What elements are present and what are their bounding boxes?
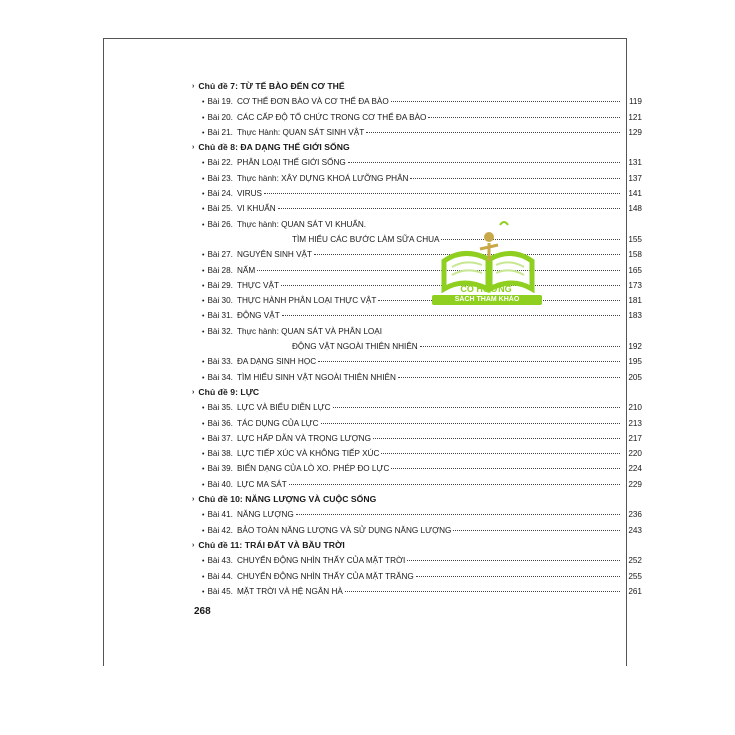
bullet-icon: •	[202, 313, 205, 321]
toc-entry	[192, 584, 642, 599]
lesson-page-number: 129	[628, 127, 642, 137]
toc-entry	[192, 278, 642, 293]
bullet-icon: •	[202, 206, 205, 214]
toc-chapter-heading	[192, 492, 642, 507]
dot-leader	[420, 346, 620, 347]
lesson-number: Bài 37.	[207, 433, 233, 443]
lesson-title: NẤM	[236, 265, 256, 275]
lesson-number: Bài 33.	[207, 357, 233, 367]
lesson-page-number: 252	[628, 556, 642, 566]
toc-entry	[192, 247, 642, 262]
lesson-number: Bài 35.	[207, 403, 233, 413]
lesson-page-number: 243	[628, 525, 642, 535]
bullet-icon: •	[202, 527, 205, 535]
dot-leader	[345, 591, 620, 592]
lesson-page-number: 148	[628, 204, 642, 214]
lesson-number: Bài 30.	[207, 296, 233, 306]
toc-entry	[192, 263, 642, 278]
chevron-right-icon: ›	[192, 496, 195, 504]
lesson-page-number: 141	[628, 189, 642, 199]
dot-leader	[407, 560, 620, 561]
toc-entry	[192, 308, 642, 323]
page-number: 268	[194, 606, 211, 617]
lesson-page-number: 213	[628, 418, 642, 428]
lesson-title: LỰC VÀ BIỂU DIỄN LỰC	[236, 403, 331, 413]
dot-leader	[264, 193, 620, 194]
toc-entry	[192, 370, 642, 385]
lesson-number: Bài 22.	[207, 158, 233, 168]
toc-chapter-heading	[192, 79, 642, 94]
dot-leader	[416, 576, 620, 577]
lesson-number: Bài 43.	[207, 556, 233, 566]
lesson-number: Bài 38.	[207, 449, 233, 459]
toc-entry	[192, 446, 642, 461]
bullet-icon: •	[202, 99, 205, 107]
lesson-number: Bài 23.	[207, 173, 233, 183]
dot-leader	[381, 453, 620, 454]
bullet-icon: •	[202, 558, 205, 566]
dot-leader	[282, 315, 620, 316]
dot-leader	[321, 423, 620, 424]
lesson-page-number: 217	[628, 433, 642, 443]
lesson-number: Bài 42.	[207, 525, 233, 535]
lesson-page-number: 236	[628, 510, 642, 520]
toc-chapter-heading	[192, 385, 642, 400]
bullet-icon: •	[202, 328, 205, 336]
dot-leader	[333, 407, 620, 408]
bullet-icon: •	[202, 298, 205, 306]
lesson-number: Bài 45.	[207, 586, 233, 596]
toc-entry	[192, 186, 642, 201]
lesson-title: PHÂN LOẠI THẾ GIỚI SỐNG	[236, 158, 346, 168]
toc-entry	[192, 155, 642, 170]
lesson-number: Bài 21.	[207, 127, 233, 137]
bullet-icon: •	[202, 191, 205, 199]
dot-leader	[296, 514, 620, 515]
lesson-number: Bài 44.	[207, 571, 233, 581]
lesson-number: Bài 39.	[207, 464, 233, 474]
toc-entry	[192, 110, 642, 125]
toc-entry	[192, 217, 642, 232]
lesson-page-number: 183	[628, 311, 642, 321]
toc-entry	[192, 553, 642, 568]
bullet-icon: •	[202, 573, 205, 581]
dot-leader	[373, 438, 620, 439]
chapter-label: Chủ đề 10: NĂNG LƯỢNG VÀ CUỘC SỐNG	[198, 494, 377, 505]
bullet-icon: •	[202, 481, 205, 489]
chapter-label: Chủ đề 9: LỰC	[198, 386, 260, 397]
lesson-page-number: 119	[628, 97, 642, 107]
lesson-title: Thực hành: QUAN SÁT VÀ PHÂN LOẠI	[236, 326, 382, 336]
lesson-title: Thực hành: QUAN SÁT VI KHUẨN.	[236, 219, 367, 229]
dot-leader	[318, 361, 620, 362]
lesson-title: TÌM HIỂU CÁC BƯỚC LÀM SỮA CHUA	[292, 234, 440, 244]
dot-leader	[366, 132, 620, 133]
lesson-title: CHUYỂN ĐỘNG NHÌN THẤY CỦA MẶT TRỜI	[236, 556, 406, 566]
toc-entry	[192, 477, 642, 492]
toc-entry	[192, 354, 642, 369]
watermark-subtitle: SÁCH THAM KHẢO	[432, 295, 542, 305]
lesson-title: TÌM HIỂU SINH VẬT NGOÀI THIÊN NHIÊN	[236, 372, 396, 382]
lesson-number: Bài 26.	[207, 219, 233, 229]
bullet-icon: •	[202, 221, 205, 229]
bullet-icon: •	[202, 114, 205, 122]
chevron-right-icon: ›	[192, 144, 195, 152]
chevron-right-icon: ›	[192, 388, 195, 396]
lesson-number: Bài 34.	[207, 372, 233, 382]
toc-entry	[192, 507, 642, 522]
chapter-label: Chủ đề 8: ĐA DẠNG THẾ GIỚI SỐNG	[198, 142, 350, 153]
bullet-icon: •	[202, 466, 205, 474]
lesson-title: NGUYÊN SINH VẬT	[236, 250, 313, 260]
bullet-icon: •	[202, 420, 205, 428]
chapter-label: Chủ đề 11: TRÁI ĐẤT VÀ BẦU TRỜI	[198, 539, 345, 550]
toc-entry	[192, 201, 642, 216]
lesson-page-number: 158	[628, 250, 642, 260]
toc-entry	[192, 523, 642, 538]
dot-leader	[398, 377, 620, 378]
bullet-icon: •	[202, 374, 205, 382]
lesson-page-number: 224	[628, 464, 642, 474]
bullet-icon: •	[202, 435, 205, 443]
book-page	[103, 38, 642, 666]
bullet-icon: •	[202, 451, 205, 459]
lesson-page-number: 121	[628, 112, 642, 122]
lesson-title: LỰC HẤP DẪN VÀ TRỌNG LƯỢNG	[236, 433, 371, 443]
lesson-number: Bài 28.	[207, 265, 233, 275]
lesson-title: ĐỘNG VẬT	[236, 311, 280, 321]
lesson-number: Bài 19.	[207, 97, 233, 107]
lesson-title: VIRUS	[236, 189, 262, 199]
bullet-icon: •	[202, 267, 205, 275]
toc-entry	[192, 400, 642, 415]
lesson-number: Bài 29.	[207, 280, 233, 290]
bullet-icon: •	[202, 175, 205, 183]
lesson-title: ĐỘNG VẬT NGOÀI THIÊN NHIÊN	[292, 342, 418, 352]
lesson-number: Bài 20.	[207, 112, 233, 122]
lesson-title: THỰC VẬT	[236, 280, 279, 290]
bullet-icon: •	[202, 359, 205, 367]
bullet-icon: •	[202, 252, 205, 260]
bullet-icon: •	[202, 129, 205, 137]
lesson-number: Bài 25.	[207, 204, 233, 214]
lesson-title: TÁC DỤNG CỦA LỰC	[236, 418, 319, 428]
lesson-number: Bài 36.	[207, 418, 233, 428]
lesson-page-number: 155	[628, 234, 642, 244]
toc-entry	[192, 293, 642, 308]
chevron-right-icon: ›	[192, 541, 195, 549]
toc-entry	[192, 416, 642, 431]
lesson-page-number: 229	[628, 479, 642, 489]
dot-leader	[391, 101, 620, 102]
dot-leader	[348, 162, 620, 163]
lesson-title: CƠ THỂ ĐƠN BÀO VÀ CƠ THỂ ĐA BÀO	[236, 97, 389, 107]
lesson-page-number: 181	[628, 296, 642, 306]
lesson-number: Bài 24.	[207, 189, 233, 199]
toc-entry-continuation	[192, 232, 642, 247]
table-of-contents	[192, 79, 642, 599]
toc-entry	[192, 125, 642, 140]
toc-entry-continuation	[192, 339, 642, 354]
lesson-title: BẢO TOÀN NĂNG LƯỢNG VÀ SỬ DỤNG NĂNG LƯỢNG	[236, 525, 452, 535]
lesson-title: ĐA DẠNG SINH HỌC	[236, 357, 317, 367]
lesson-page-number: 195	[628, 357, 642, 367]
dot-leader	[278, 208, 620, 209]
toc-chapter-heading	[192, 140, 642, 155]
lesson-page-number: 255	[628, 571, 642, 581]
toc-entry	[192, 461, 642, 476]
lesson-page-number: 220	[628, 449, 642, 459]
lesson-number: Bài 27.	[207, 250, 233, 260]
lesson-title: CHUYỂN ĐỘNG NHÌN THẤY CỦA MẶT TRĂNG	[236, 571, 414, 581]
lesson-title: Thực hành: XÂY DỰNG KHOÁ LƯỠNG PHÂN	[236, 173, 409, 183]
lesson-title: LỰC MA SÁT	[236, 479, 287, 489]
chapter-label: Chủ đề 7: TỪ TẾ BÀO ĐẾN CƠ THỂ	[198, 81, 345, 91]
bullet-icon: •	[202, 282, 205, 290]
toc-entry	[192, 431, 642, 446]
lesson-number: Bài 31.	[207, 311, 233, 321]
lesson-title: LỰC TIẾP XÚC VÀ KHÔNG TIẾP XÚC	[236, 449, 380, 459]
dot-leader	[453, 530, 620, 531]
lesson-page-number: 173	[628, 280, 642, 290]
bullet-icon: •	[202, 512, 205, 520]
lesson-title: BIẾN DẠNG CỦA LÒ XO. PHÉP ĐO LỰC	[236, 464, 390, 474]
toc-entry	[192, 324, 642, 339]
lesson-page-number: 131	[628, 158, 642, 168]
toc-entry	[192, 171, 642, 186]
lesson-title: MẶT TRỜI VÀ HỆ NGÂN HÀ	[236, 586, 343, 596]
lesson-page-number: 210	[628, 403, 642, 413]
chevron-right-icon: ›	[192, 83, 195, 90]
lesson-title: CÁC CẤP ĐỘ TỔ CHỨC TRONG CƠ THỂ ĐA BÀO	[236, 112, 427, 122]
toc-chapter-heading	[192, 538, 642, 553]
bullet-icon: •	[202, 160, 205, 168]
toc-entry	[192, 94, 642, 109]
bullet-icon: •	[202, 405, 205, 413]
lesson-title: Thực Hành: QUAN SÁT SINH VẬT	[236, 127, 365, 137]
dot-leader	[428, 117, 620, 118]
dot-leader	[289, 484, 620, 485]
lesson-page-number: 165	[628, 265, 642, 275]
dot-leader	[410, 178, 620, 179]
lesson-title: VI KHUẨN	[236, 204, 276, 214]
lesson-title: NĂNG LƯỢNG	[236, 510, 294, 520]
watermark-title: CÔ HƯƠNG	[460, 284, 512, 294]
lesson-number: Bài 41.	[207, 510, 233, 520]
lesson-page-number: 205	[628, 372, 642, 382]
dot-leader	[391, 468, 620, 469]
bullet-icon: •	[202, 588, 205, 596]
lesson-number: Bài 32.	[207, 326, 233, 336]
lesson-page-number: 261	[628, 586, 642, 596]
lesson-page-number: 192	[628, 342, 642, 352]
lesson-title: THỰC HÀNH PHÂN LOẠI THỰC VẬT	[236, 296, 377, 306]
toc-entry	[192, 569, 642, 584]
lesson-page-number: 137	[628, 173, 642, 183]
lesson-number: Bài 40.	[207, 479, 233, 489]
